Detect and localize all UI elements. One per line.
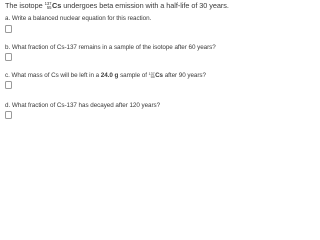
intro-prefix: The isotope	[5, 1, 43, 10]
atomic-number: 55	[150, 75, 155, 79]
question-c-before: c. What mass of Cs will be left in a	[5, 72, 100, 79]
question-c-amount: 24.0 g	[100, 72, 119, 79]
mass-number: 137	[44, 1, 52, 7]
question-c-middle: sample of	[120, 72, 147, 79]
element-symbol: Cs	[51, 1, 62, 10]
intro-suffix: undergoes beta emission with a half-life of 30 years.	[63, 1, 229, 10]
question-c-after: after 90 years?	[164, 72, 206, 79]
answer-field-d[interactable]	[5, 111, 12, 119]
question-d: d. What fraction of Cs-137 has decayed after 120 years?	[5, 102, 161, 109]
answer-field-b[interactable]	[5, 53, 12, 61]
cs-137-nuclide-symbol	[149, 72, 163, 80]
question-a: a. Write a balanced nuclear equation for this reaction.	[5, 15, 152, 22]
cs-137-nuclide-symbol	[45, 1, 62, 11]
question-c	[5, 72, 206, 80]
question-page	[0, 0, 229, 122]
question-b: b. What fraction of Cs-137 remains in a sample of the isotope after 60 years?	[5, 44, 216, 51]
atomic-number: 55	[46, 5, 52, 10]
answer-field-c[interactable]	[5, 81, 12, 89]
problem-statement	[5, 1, 229, 11]
element-symbol: Cs	[155, 72, 164, 79]
mass-number: 137	[148, 71, 155, 76]
answer-field-a[interactable]	[5, 25, 12, 33]
